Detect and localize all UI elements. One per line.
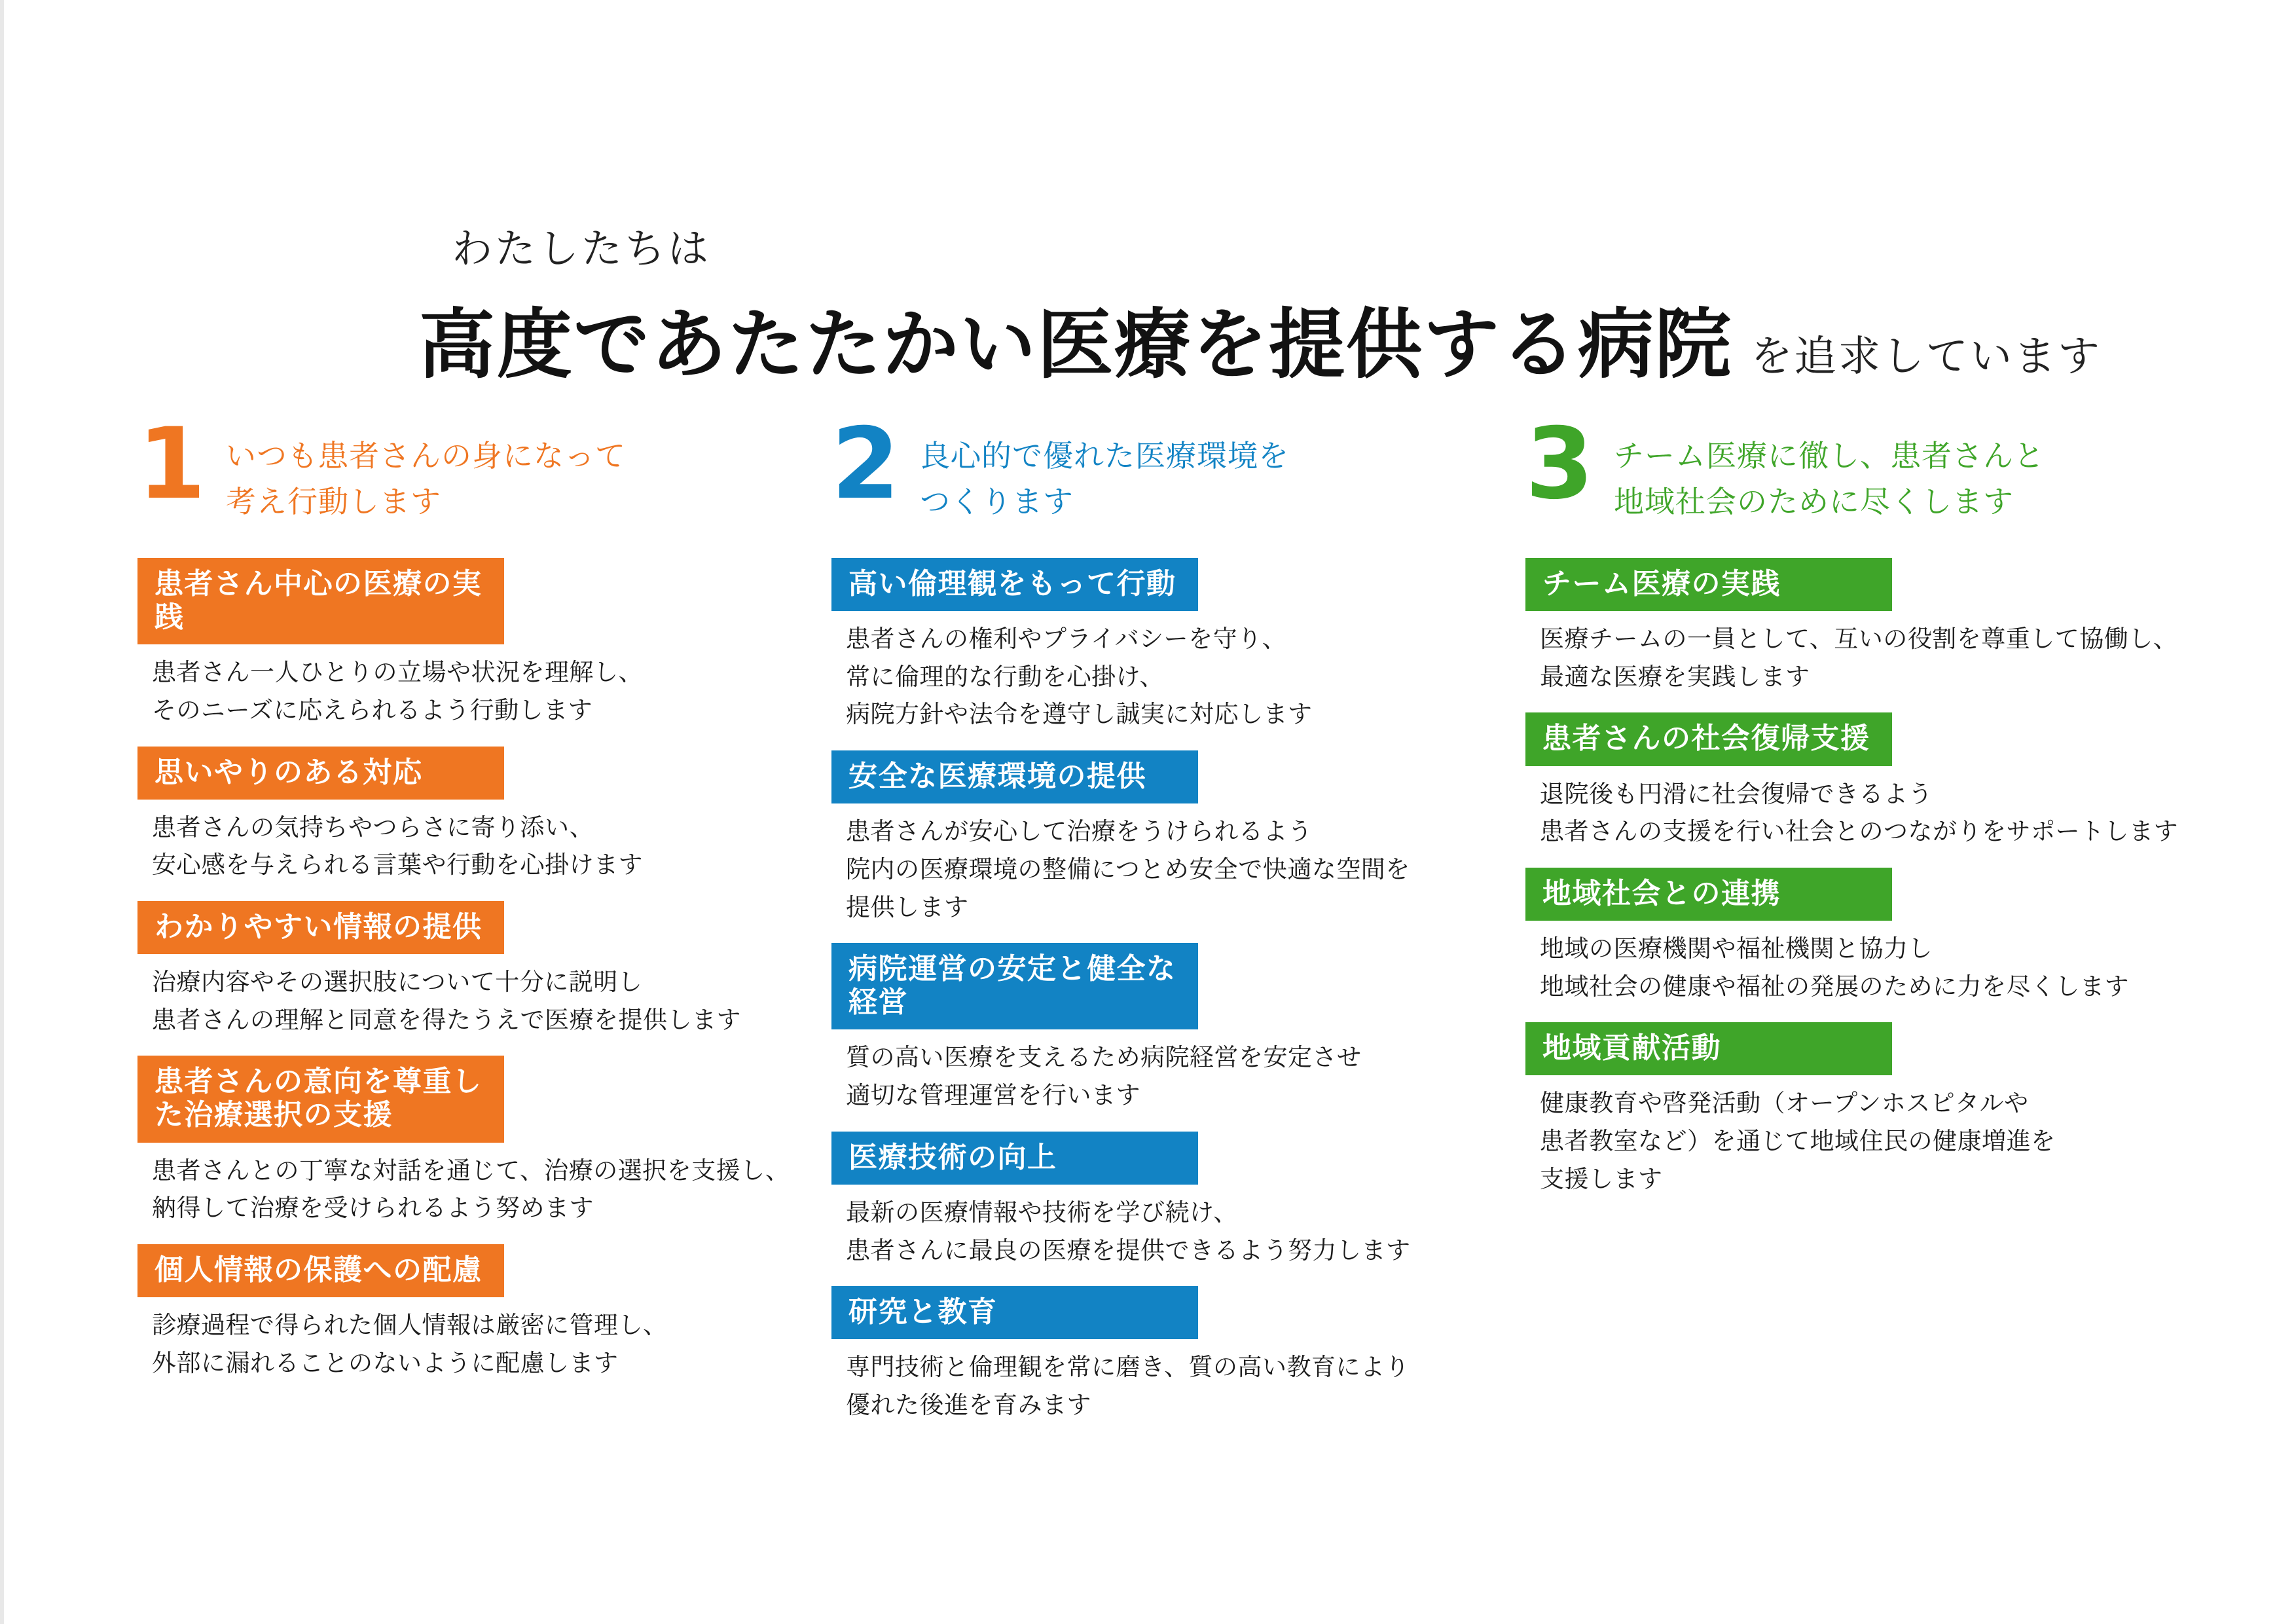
item-title: 医療技術の向上 bbox=[831, 1132, 1198, 1185]
item-body-line: 患者さんの権利やプライバシーを守り、 bbox=[846, 625, 1287, 654]
list-item bbox=[1525, 558, 2193, 695]
list-item bbox=[1525, 1022, 2193, 1198]
item-body bbox=[137, 954, 805, 1039]
item-title: 患者さんの社会復帰支援 bbox=[1525, 712, 1892, 766]
item-body bbox=[1525, 611, 2193, 695]
item-body bbox=[137, 644, 805, 729]
item-body-line: 患者さんの支援を行い社会とのつながりをサポートします bbox=[1540, 817, 2178, 846]
item-body-line: 地域社会の健康や福祉の発展のために力を尽くします bbox=[1540, 972, 2129, 1001]
column-3-lead-line2: 地域社会のために尽くします bbox=[1614, 483, 2014, 519]
item-title: 個人情報の保護への配慮 bbox=[137, 1244, 504, 1297]
list-item bbox=[137, 558, 805, 729]
item-body-line: 患者さん一人ひとりの立場や状況を理解し、 bbox=[152, 658, 643, 687]
title-main-line bbox=[419, 284, 2102, 393]
item-body-line: 地域の医療機関や福祉機関と協力し bbox=[1540, 934, 1933, 963]
list-item bbox=[831, 943, 1499, 1115]
column-2-header bbox=[831, 407, 1499, 544]
principle-column-3 bbox=[1525, 407, 2193, 1441]
item-body-line: 患者さんに最良の医療を提供できるよう努力します bbox=[846, 1236, 1411, 1264]
column-1-lead-line1: いつも患者さんの身になって bbox=[226, 438, 626, 473]
item-body bbox=[831, 611, 1499, 733]
column-1-lead bbox=[226, 419, 626, 525]
item-body bbox=[137, 1143, 805, 1227]
item-body bbox=[1525, 766, 2193, 851]
item-body bbox=[1525, 1075, 2193, 1198]
item-body bbox=[137, 1297, 805, 1382]
item-body bbox=[1525, 921, 2193, 1005]
item-title: 高い倫理観をもって行動 bbox=[831, 558, 1198, 611]
list-item bbox=[137, 1244, 805, 1382]
item-title: 地域貢献活動 bbox=[1525, 1022, 1892, 1075]
item-body bbox=[831, 1185, 1499, 1269]
list-item bbox=[1525, 712, 2193, 850]
item-body-line: 医療チームの一員として、互いの役割を尊重して協働し、 bbox=[1540, 625, 2178, 654]
list-item bbox=[137, 901, 805, 1039]
list-item bbox=[1525, 868, 2193, 1005]
item-title: わかりやすい情報の提供 bbox=[137, 901, 504, 954]
item-body-line: 安心感を与えられる言葉や行動を心掛けます bbox=[152, 851, 643, 879]
list-item bbox=[831, 558, 1499, 733]
item-body-line: そのニーズに応えられるよう行動します bbox=[152, 695, 593, 724]
item-body-line: 外部に漏れることのないように配慮します bbox=[152, 1348, 619, 1377]
list-item bbox=[831, 1286, 1499, 1424]
item-body-line: 患者教室など）を通じて地域住民の健康増進を bbox=[1540, 1127, 2056, 1156]
principle-column-2 bbox=[831, 407, 1499, 1441]
column-1-header bbox=[137, 407, 805, 544]
column-1-number: 1 bbox=[137, 407, 206, 521]
item-body-line: 患者さんとの丁寧な対話を通じて、治療の選択を支援し、 bbox=[152, 1156, 790, 1185]
column-3-items bbox=[1525, 558, 2193, 1198]
item-title: 患者さんの意向を尊重した治療選択の支援 bbox=[137, 1056, 504, 1142]
item-body bbox=[831, 1029, 1499, 1114]
item-title: 研究と教育 bbox=[831, 1286, 1198, 1339]
item-body-line: 治療内容やその選択肢について十分に説明し bbox=[152, 968, 643, 996]
list-item bbox=[831, 1132, 1499, 1269]
item-title: 病院運営の安定と健全な経営 bbox=[831, 943, 1198, 1029]
item-body bbox=[137, 800, 805, 884]
column-1-lead-line2: 考え行動します bbox=[226, 483, 441, 519]
column-2-items bbox=[831, 558, 1499, 1424]
title-suffix: を追求しています bbox=[1751, 333, 2102, 381]
item-body-line: 提供します bbox=[846, 893, 969, 921]
item-body-line: 最適な医療を実践します bbox=[1540, 662, 1810, 691]
item-body-line: 病院方針や法令を遵守し誠実に対応します bbox=[846, 700, 1313, 729]
column-3-lead bbox=[1614, 419, 2045, 525]
list-item bbox=[137, 1056, 805, 1227]
item-body-line: 院内の医療環境の整備につとめ安全で快適な空間を bbox=[846, 855, 1410, 883]
item-title: 思いやりのある対応 bbox=[137, 747, 504, 800]
item-body-line: 適切な管理運営を行います bbox=[846, 1081, 1140, 1110]
item-body-line: 患者さんの理解と同意を得たうえで医療を提供します bbox=[152, 1005, 741, 1034]
page-title bbox=[419, 216, 2102, 393]
item-title: チーム医療の実践 bbox=[1525, 558, 1892, 611]
item-body-line: 退院後も円滑に社会復帰できるよう bbox=[1540, 779, 1933, 808]
list-item bbox=[137, 747, 805, 884]
column-3-number: 3 bbox=[1525, 407, 1594, 521]
item-body-line: 診療過程で得られた個人情報は厳密に管理し、 bbox=[152, 1310, 668, 1339]
column-2-number: 2 bbox=[831, 407, 900, 521]
item-body-line: 質の高い医療を支えるため病院経営を安定させ bbox=[846, 1043, 1362, 1072]
column-2-lead-line2: つくります bbox=[920, 483, 1074, 519]
column-3-lead-line1: チーム医療に徹し、患者さんと bbox=[1614, 438, 2045, 473]
item-body bbox=[831, 1339, 1499, 1424]
item-body-line: 支援します bbox=[1540, 1164, 1663, 1193]
column-2-lead-line1: 良心的で優れた医療環境を bbox=[920, 438, 1289, 473]
column-2-lead bbox=[920, 419, 1289, 525]
item-title: 患者さん中心の医療の実践 bbox=[137, 558, 504, 644]
item-body-line: 優れた後進を育みます bbox=[846, 1391, 1091, 1420]
column-1-items bbox=[137, 558, 805, 1382]
title-emphasis: 高度であたたかい医療を提供する病院 bbox=[419, 301, 1732, 389]
item-body bbox=[831, 803, 1499, 926]
principles-columns bbox=[137, 407, 2219, 1441]
list-item bbox=[831, 750, 1499, 926]
item-body-line: 健康教育や啓発活動（オープンホスピタルや bbox=[1540, 1089, 2029, 1118]
item-body-line: 納得して治療を受けられるよう努めます bbox=[152, 1194, 594, 1223]
title-prefix: わたしたちは bbox=[452, 225, 712, 272]
item-body-line: 患者さんの気持ちやつらさに寄り添い、 bbox=[152, 813, 594, 841]
item-title: 地域社会との連携 bbox=[1525, 868, 1892, 921]
item-body-line: 専門技術と倫理観を常に磨き、質の高い教育により bbox=[846, 1353, 1410, 1382]
item-body-line: 常に倫理的な行動を心掛け、 bbox=[846, 662, 1165, 691]
principle-column-1 bbox=[137, 407, 805, 1441]
item-body-line: 最新の医療情報や技術を学び続け、 bbox=[846, 1198, 1238, 1227]
item-body-line: 患者さんが安心して治療をうけられるよう bbox=[846, 817, 1313, 846]
item-title: 安全な医療環境の提供 bbox=[831, 750, 1198, 803]
column-3-header bbox=[1525, 407, 2193, 544]
